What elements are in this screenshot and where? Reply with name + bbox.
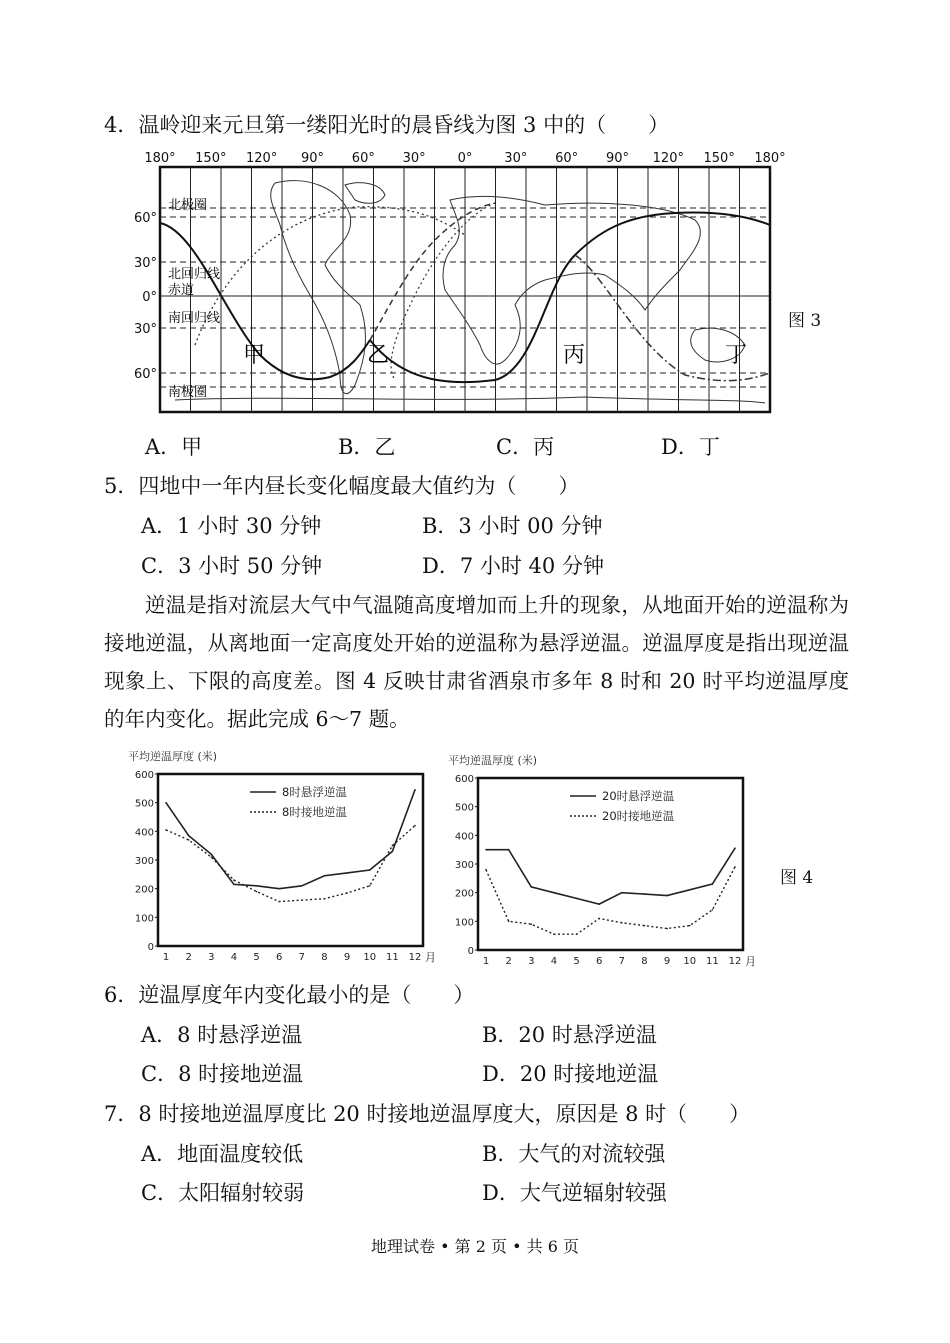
fig3-top-ticks [144, 151, 785, 166]
data-point [256, 891, 258, 893]
x-axis-label: 月 [745, 955, 756, 968]
fig3-top-tick: 120° [652, 151, 684, 166]
data-point [689, 889, 691, 891]
curve-yi-dotted [391, 203, 495, 380]
data-point [278, 901, 280, 903]
q7-option-b[interactable]: B．大气的对流较强 [482, 1142, 666, 1166]
data-point [644, 925, 646, 927]
curve-label-jia: 甲 [243, 343, 266, 368]
data-point [301, 899, 303, 901]
q7-option-d[interactable]: D．大气逆辐射较强 [482, 1181, 667, 1205]
x-tick-label: 7 [298, 952, 306, 963]
series-line-2 [486, 867, 735, 934]
fig3-lat-ticks [134, 211, 157, 382]
q6-option-d[interactable]: D．20 时接地逆温 [482, 1062, 659, 1086]
q7-stem: 7．8 时接地逆温厚度比 20 时接地逆温厚度大，原因是 8 时（ ） [104, 1102, 751, 1126]
x-tick-label: 9 [343, 952, 351, 963]
data-point [392, 845, 394, 847]
x-tick-label: 1 [482, 956, 490, 967]
data-point [165, 829, 167, 831]
data-point [530, 923, 532, 925]
fig3-top-tick: 30° [402, 151, 426, 166]
page-footer: 地理试卷 • 第 2 页 • 共 6 页 [371, 1237, 579, 1256]
x-tick-label: 2 [505, 956, 512, 967]
q5-option-a[interactable]: A．1 小时 30 分钟 [141, 514, 322, 538]
x-tick-label: 6 [595, 956, 603, 967]
data-point [508, 849, 510, 851]
fig3-top-tick: 150° [195, 151, 227, 166]
curve-ding-dotted [195, 207, 465, 345]
q7-option-c[interactable]: C．太阳辐射较弱 [141, 1181, 305, 1205]
q4-option-b[interactable]: B．乙 [338, 435, 396, 459]
data-point [278, 888, 280, 890]
label-tropic-capricorn: 南回归线 [168, 311, 221, 326]
data-point [689, 925, 691, 927]
passage-text: 逆温是指对流层大气中气温随高度增加而上升的现象，从地面开始的逆温称为接地逆温，从离地面一定高度处开始的逆温称为悬浮逆温。逆温厚度是指出现逆温现象上、下限的高度差。图 4 反映甘肃省酒泉市多年 8 时和 20 时平均逆温厚度的年内变化。据此完成 6～7 题。 [104, 593, 849, 731]
data-point [508, 921, 510, 923]
fig3-lat-tick: 30° [133, 322, 157, 337]
figure-4-label: 图 4 [780, 868, 814, 888]
fig3-top-tick: 120° [246, 151, 278, 166]
data-point [644, 893, 646, 895]
data-point [485, 869, 487, 871]
x-axis-label: 月 [425, 951, 436, 964]
fig3-top-tick: 0° [457, 151, 473, 166]
q5-option-b[interactable]: B．3 小时 00 分钟 [422, 514, 603, 538]
data-point [346, 872, 348, 874]
q6-option-b[interactable]: B．20 时悬浮逆温 [482, 1023, 657, 1047]
x-tick-label: 10 [363, 952, 377, 963]
data-point [666, 895, 668, 897]
data-point [734, 866, 736, 868]
legend-label-1: 20时悬浮逆温 [602, 789, 675, 803]
data-point [233, 879, 235, 881]
x-tick-label: 3 [208, 952, 215, 963]
data-point [414, 825, 416, 827]
x-tick-label: 8 [641, 956, 648, 967]
data-point [576, 898, 578, 900]
label-arctic-circle: 北极圈 [168, 198, 208, 213]
data-point [598, 918, 600, 920]
x-tick-label: 5 [253, 952, 260, 963]
x-tick-label: 1 [162, 952, 170, 963]
figure-3-map [135, 145, 795, 420]
fig3-top-tick: 90° [300, 151, 325, 166]
y-tick-label: 200 [134, 884, 154, 896]
y-tick-label: 100 [134, 913, 154, 925]
fig3-lat-tick: 0° [142, 290, 157, 305]
q7-option-a[interactable]: A．地面温度较低 [141, 1142, 304, 1166]
fig3-lat-tick: 30° [133, 256, 157, 271]
fig3-top-tick: 30° [504, 151, 528, 166]
q6-option-c[interactable]: C．8 时接地逆温 [141, 1062, 304, 1086]
x-tick-label: 5 [573, 956, 580, 967]
fig3-top-tick: 60° [351, 151, 375, 166]
x-tick-label: 4 [230, 952, 238, 963]
q5-stem: 5．四地中一年内昼长变化幅度最大值约为（ ） [104, 474, 580, 498]
x-tick-label: 6 [275, 952, 283, 963]
data-point [210, 856, 212, 858]
q4-stem: 4．温岭迎来元旦第一缕阳光时的晨昏线为图 3 中的（ ） [104, 113, 670, 137]
x-tick-label: 10 [683, 956, 697, 967]
x-tick-label: 3 [528, 956, 535, 967]
data-point [414, 789, 416, 791]
legend-label-2: 8时接地逆温 [282, 805, 347, 819]
x-tick-label: 4 [550, 956, 558, 967]
label-antarctic-circle: 南极圈 [168, 385, 208, 400]
data-point [233, 884, 235, 886]
curve-label-bing: 丙 [563, 343, 586, 368]
y-tick-label: 600 [454, 774, 474, 785]
data-point [712, 909, 714, 911]
curve-label-ding: 丁 [725, 343, 748, 368]
q5-option-c[interactable]: C．3 小时 50 分钟 [141, 554, 323, 578]
y-axis-label: 平均逆温厚度 (米) [448, 754, 538, 767]
series-line-1 [486, 848, 735, 904]
label-equator: 赤道 [168, 283, 195, 298]
y-tick-label: 0 [467, 946, 474, 957]
q4-option-c[interactable]: C．丙 [496, 435, 555, 459]
legend-label-1: 8时悬浮逆温 [282, 785, 347, 799]
fig3-top-tick: 180° [144, 151, 176, 166]
x-tick-label: 2 [185, 952, 192, 963]
data-point [369, 885, 371, 887]
x-tick-label: 9 [663, 956, 671, 967]
data-point [188, 835, 190, 837]
y-tick-label: 100 [454, 917, 474, 929]
q6-option-a[interactable]: A．8 时悬浮逆温 [141, 1023, 303, 1047]
data-point [530, 886, 532, 888]
data-point [369, 869, 371, 871]
y-tick-label: 500 [454, 802, 474, 814]
fig3-top-tick: 150° [703, 151, 735, 166]
y-tick-label: 200 [454, 888, 474, 900]
x-tick-label: 7 [618, 956, 626, 967]
y-tick-label: 0 [147, 942, 154, 953]
data-point [621, 892, 623, 894]
continent-outlines [175, 181, 765, 403]
y-tick-label: 300 [134, 856, 154, 867]
y-tick-label: 600 [134, 770, 154, 781]
fig3-lat-tick: 60° [133, 211, 157, 226]
y-tick-label: 300 [454, 860, 474, 871]
fig4-chart-8h [128, 748, 436, 973]
q4-option-a[interactable]: A．甲 [145, 435, 203, 459]
data-point [734, 847, 736, 849]
fig3-top-tick: 180° [754, 151, 786, 166]
data-point [210, 853, 212, 855]
data-point [188, 839, 190, 841]
data-point [485, 849, 487, 851]
data-point [666, 928, 668, 930]
x-tick-label: 12 [728, 956, 742, 967]
data-point [324, 898, 326, 900]
data-point [712, 883, 714, 885]
fig3-top-tick: 60° [555, 151, 579, 166]
data-point [576, 933, 578, 935]
curve-yi [370, 203, 495, 340]
data-point [256, 885, 258, 887]
fig4-chart-20h [448, 752, 756, 977]
q4-option-d[interactable]: D．丁 [661, 435, 720, 459]
q5-option-d[interactable]: D．7 小时 40 分钟 [422, 554, 604, 578]
fig3-top-tick: 90° [605, 151, 630, 166]
data-point [621, 922, 623, 924]
figure-3-label: 图 3 [788, 311, 822, 331]
legend-label-2: 20时接地逆温 [602, 809, 675, 823]
data-point [165, 802, 167, 804]
x-tick-label: 8 [321, 952, 328, 963]
x-tick-label: 11 [705, 956, 719, 967]
y-tick-label: 500 [134, 798, 154, 810]
q6-stem: 6．逆温厚度年内变化最小的是（ ） [104, 983, 475, 1007]
data-point [324, 875, 326, 877]
data-point [392, 851, 394, 853]
fig3-lat-tick: 60° [133, 367, 157, 382]
data-point [301, 885, 303, 887]
y-axis-label: 平均逆温厚度 (米) [128, 750, 218, 763]
data-point [346, 892, 348, 894]
x-tick-label: 11 [385, 952, 399, 963]
x-tick-label: 12 [408, 952, 422, 963]
y-tick-label: 400 [134, 827, 154, 839]
data-point [553, 892, 555, 894]
y-tick-label: 400 [454, 831, 474, 843]
data-point [598, 903, 600, 905]
plot-frame [158, 774, 423, 946]
curve-label-yi: 乙 [367, 343, 390, 368]
label-tropic-cancer: 北回归线 [168, 267, 221, 282]
data-point [553, 933, 555, 935]
